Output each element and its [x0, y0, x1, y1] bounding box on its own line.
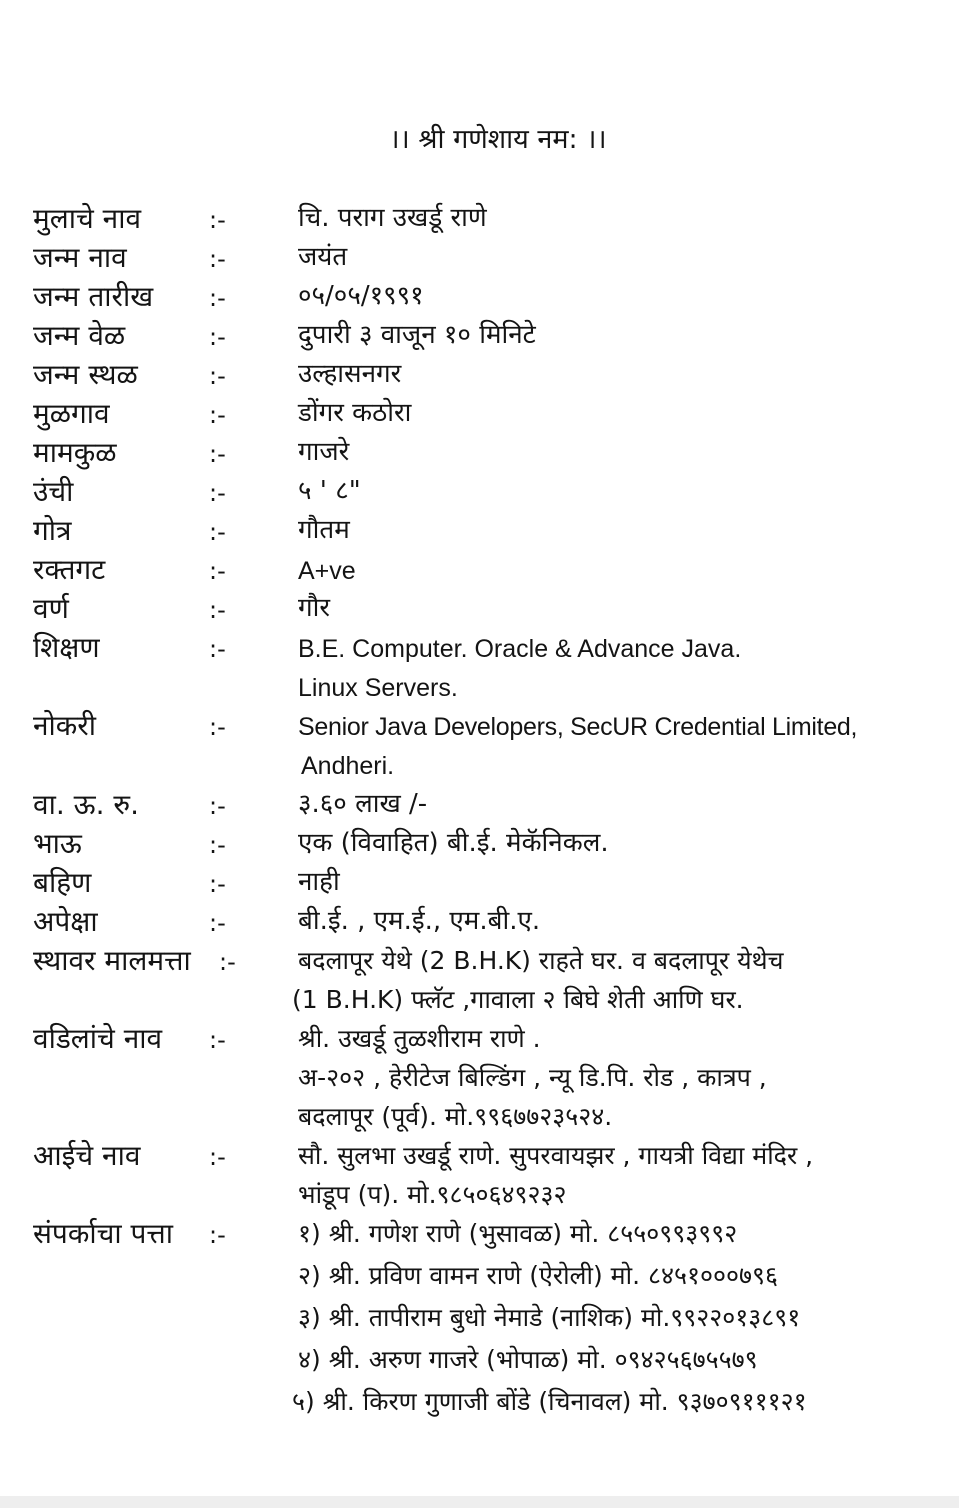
field-separator: :-: [209, 909, 226, 937]
field-label: मुलाचे नाव: [33, 202, 142, 235]
field-label: संपर्काचा पत्ता: [33, 1217, 174, 1250]
field-label: जन्म नाव: [33, 241, 127, 274]
field-label: वर्ण: [33, 592, 69, 625]
bottom-edge-bar: [0, 1496, 959, 1508]
page-heading: ।। श्री गणेशाय नम: ।।: [389, 124, 607, 155]
field-label: मामकुळ: [33, 436, 117, 469]
field-value: बदलापूर येथे (2 B.H.K) राहते घर. व बदलापूर येथेच: [298, 946, 784, 975]
field-separator: :-: [209, 713, 226, 741]
field-label: जन्म वेळ: [33, 319, 126, 352]
contact-line: ३) श्री. तापीराम बुधो नेमाडे (नाशिक) मो.९९२२०१३८९१: [298, 1303, 801, 1332]
field-separator: :-: [209, 1026, 226, 1054]
field-value: ३.६० लाख /-: [298, 789, 428, 819]
field-label: वा. ऊ. रु.: [33, 788, 140, 821]
field-separator: :-: [209, 557, 226, 585]
field-value: सौ. सुलभा उखर्डू राणे. सुपरवायझर , गायत्री विद्या मंदिर ,: [298, 1141, 814, 1170]
field-label: भाऊ: [33, 827, 82, 860]
field-value: बी.ई. , एम.ई., एम.बी.ए.: [298, 906, 541, 936]
field-value: जयंत: [298, 242, 348, 272]
field-label: रक्तगट: [33, 553, 106, 586]
contact-line: ५) श्री. किरण गुणाजी बोंडे (चिनावल) मो. ९३७०९१११२१: [292, 1387, 807, 1416]
field-value: श्री. उखर्डू तुळशीराम राणे .: [298, 1024, 541, 1053]
field-separator: :-: [209, 792, 226, 820]
field-label: अपेक्षा: [33, 905, 98, 938]
contact-line: २) श्री. प्रविण वामन राणे (ऐरोली) मो. ८४५१०००७९६: [298, 1261, 778, 1290]
field-label: गोत्र: [33, 514, 72, 547]
field-value: नाही: [298, 867, 340, 897]
field-label: वडिलांचे नाव: [33, 1022, 163, 1055]
field-value-continued: अ-२०२ , हेरीटेज बिल्डिंग , न्यू डि.पि. रोड , कात्रप ,: [298, 1063, 767, 1092]
field-label: शिक्षण: [33, 631, 100, 664]
field-value: गौतम: [298, 515, 350, 545]
field-value: दुपारी ३ वाजून १० मिनिटे: [298, 320, 536, 350]
field-separator: :-: [209, 206, 226, 234]
field-label: नोकरी: [33, 709, 97, 742]
field-value: ०५/०५/१९९१: [298, 281, 424, 311]
field-separator: :-: [209, 1143, 226, 1171]
field-value: B.E. Computer. Oracle & Advance Java.: [298, 635, 742, 663]
field-value: एक (विवाहित) बी.ई. मेकॅनिकल.: [298, 828, 609, 858]
field-value-continued: बदलापूर (पूर्व). मो.९९६७७२३५२४.: [298, 1102, 613, 1131]
field-value-continued: (1 B.H.K) फ्लॅट ,गावाला २ बिघे शेती आणि घर.: [292, 985, 744, 1014]
field-separator: :-: [209, 870, 226, 898]
field-value: Senior Java Developers, SecUR Credential Limited,: [298, 713, 858, 741]
field-value-continued: Linux Servers.: [298, 674, 458, 702]
field-separator: :-: [209, 245, 226, 273]
field-label: स्थावर मालमत्ता: [33, 944, 191, 977]
field-separator: :-: [209, 518, 226, 546]
field-value: A+ve: [298, 557, 356, 585]
field-separator: :-: [209, 596, 226, 624]
field-separator: :-: [209, 440, 226, 468]
field-value: डोंगर कठोरा: [298, 398, 412, 428]
field-value-continued: भांडूप (प). मो.९८५०६४९२३२: [298, 1180, 567, 1209]
field-separator: :-: [209, 1221, 226, 1249]
field-separator: :-: [209, 323, 226, 351]
field-value: उल्हासनगर: [298, 359, 402, 389]
field-value: चि. पराग उखर्डू राणे: [298, 203, 487, 233]
field-label: जन्म स्थळ: [33, 358, 138, 391]
field-label: उंची: [33, 475, 74, 508]
field-label: जन्म तारीख: [33, 280, 154, 313]
field-label: बहिण: [33, 866, 92, 899]
field-separator: :-: [209, 831, 226, 859]
field-value-continued: Andheri.: [301, 752, 395, 780]
field-separator: :-: [219, 948, 236, 976]
field-separator: :-: [209, 635, 226, 663]
contact-line: १) श्री. गणेश राणे (भुसावळ) मो. ८५५०९९३९९२: [298, 1219, 738, 1248]
contact-line: ४) श्री. अरुण गाजरे (भोपाळ) मो. ०९४२५६७५५७९: [298, 1345, 758, 1374]
field-value: गौर: [298, 593, 331, 623]
field-separator: :-: [209, 479, 226, 507]
field-separator: :-: [209, 401, 226, 429]
field-label: आईचे नाव: [33, 1139, 141, 1172]
field-separator: :-: [209, 362, 226, 390]
field-label: मुळगाव: [33, 397, 110, 430]
field-value: गाजरे: [298, 437, 350, 467]
field-value: ५ ' ८": [298, 476, 361, 506]
field-separator: :-: [209, 284, 226, 312]
